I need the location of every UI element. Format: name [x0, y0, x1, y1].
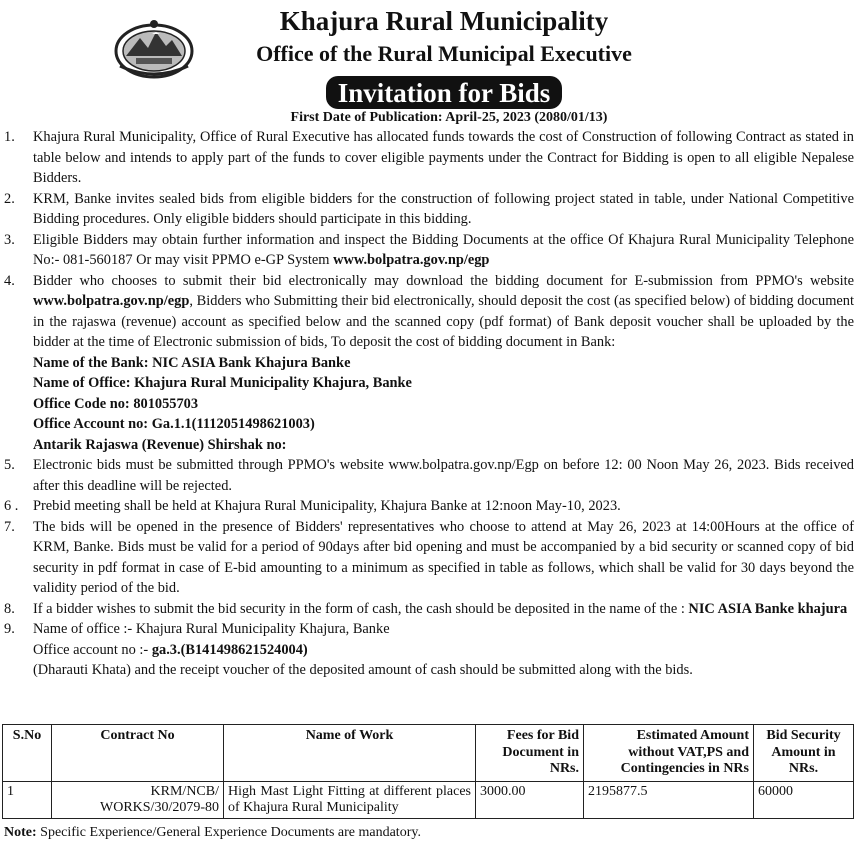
clause-text: , Bidders who Submitting their bid electronically, should deposit the cost (as specified below) of bidding document in the rajaswa (revenue) account as specified below and the scanned copy (pdf format) of Bank deposit voucher shall be uploaded by the bidder at the time of Electronic submission of bids, To deposit the cost of bidding document in Bank:: [33, 293, 854, 350]
clause-text: If a bidder wishes to submit the bid security in the form of cash, the cash should be deposited in the name of the :: [33, 600, 689, 617]
office-name: Name of Office: Khajura Rural Municipality Khajura, Banke: [33, 375, 412, 391]
revenue-heading: Antarik Rajaswa (Revenue) Shirshak no:: [33, 436, 287, 453]
deposit-account-number: ga.3.(B141498621524004): [151, 641, 308, 658]
clause-number: 4.: [4, 272, 15, 289]
col-header-sno: S.No: [3, 725, 52, 782]
clause-1: [4, 127, 854, 189]
clause-5: [4, 455, 854, 496]
clause-number: 9.: [4, 621, 15, 637]
note-text: Specific Experience/General Experience Documents are mandatory.: [36, 825, 421, 840]
egp-link[interactable]: www.bolpatra.gov.np/egp: [33, 293, 190, 309]
clauses-list: [4, 127, 854, 681]
clause-number: 3.: [4, 231, 15, 248]
invitation-banner: Invitation for Bids: [326, 76, 563, 109]
clause-4: [4, 271, 854, 353]
clause-text: Electronic bids must be submitted through PPMO's website www.bolpatra.gov.np/Egp on before 12: 00 Noon May 26, 2023. Bids received after this deadline will be rejected.: [33, 457, 854, 494]
clause-text: The bids will be opened in the presence of Bidders' representatives who choose to attend at May 26, 2023 at 14:00Hours at the office of KRM, Banke. Bids must be valid for a period of 90days after bid opening and must be accompanied by a bid security or scanned copy of bid security in pdf format in case of E-bid amounting to a minimum as specified in table as follows, which shall be valid for 30 days beyond the validity period of the bid.: [33, 518, 854, 596]
clause-3: [4, 230, 854, 271]
cell-sno: 1: [3, 781, 52, 818]
table-row: [3, 781, 854, 818]
clause-text: Name of office :- Khajura Rural Municipality Khajura, Banke: [33, 621, 390, 637]
clause-number: 2.: [4, 190, 15, 207]
clause-6: [4, 496, 854, 517]
col-header-work: Name of Work: [224, 725, 476, 782]
cell-work: High Mast Light Fitting at different places of Khajura Rural Municipality: [224, 781, 476, 818]
footnote: [4, 825, 421, 841]
clause-number: 7.: [4, 518, 15, 535]
clause-number: 5.: [4, 457, 15, 473]
table-header-row: [3, 725, 854, 782]
cell-security: 60000: [754, 781, 854, 818]
page-subtitle: Office of the Rural Municipal Executive: [256, 41, 632, 66]
bank-name: Name of the Bank: NIC ASIA Bank Khajura Banke: [33, 354, 351, 371]
cell-estimate: 2195877.5: [584, 781, 754, 818]
clause-2: [4, 189, 854, 230]
clause-9: [4, 619, 854, 640]
bids-table: [2, 724, 854, 819]
clause-text: Khajura Rural Municipality, Office of Rural Executive has allocated funds towards the cost of Construction of following Contract as stated in table below and intends to apply part of the funds to cover eligible payments under the Contract for Bidding is open to all eligible Nepalese Bidders.: [33, 129, 854, 186]
bank-branch: NIC ASIA Banke khajura: [688, 600, 848, 617]
cell-contract: KRM/NCB/ WORKS/30/2079-80: [52, 781, 224, 818]
deposit-instruction: (Dharauti Khata) and the receipt voucher of the deposited amount of cash should be submitted along with the bids.: [33, 662, 693, 678]
cell-fees: 3000.00: [476, 781, 584, 818]
col-header-estimate: Estimated Amount without VAT,PS and Contingencies in NRs: [584, 725, 754, 782]
page-title: Khajura Rural Municipality: [279, 6, 609, 36]
col-header-contract: Contract No: [52, 725, 224, 782]
deposit-account-label: Office account no :-: [33, 641, 152, 658]
clause-text: KRM, Banke invites sealed bids from eligible bidders for the construction of following project stated in table, under National Competitive Bidding procedures. Only eligible bidders should participate in this bidding.: [33, 190, 854, 227]
deposit-account-line: [4, 640, 854, 661]
clause-number: 8.: [4, 600, 15, 617]
clause-8: [4, 599, 854, 620]
col-header-security: Bid Security Amount in NRs.: [754, 725, 854, 782]
clause-text-wrap: [33, 271, 854, 353]
banner-wrap: [0, 76, 858, 109]
clause-text: Bidder who chooses to submit their bid electronically may download the bidding document for E-submission from PPMO's website: [33, 272, 854, 289]
note-label: Note:: [4, 825, 37, 840]
col-header-fees: Fees for Bid Document in NRs.: [476, 725, 584, 782]
clause-text: Prebid meeting shall be held at Khajura Rural Municipality, Khajura Banke at 12:noon May-10, 2023.: [33, 498, 621, 514]
clause-number: 6 .: [4, 498, 19, 514]
clause-7: [4, 517, 854, 599]
office-code: Office Code no: 801055703: [33, 395, 199, 412]
office-account: Office Account no: Ga.1.1(1112051498621003): [33, 416, 315, 432]
clause-text-wrap: [33, 599, 854, 620]
clause-number: 1.: [4, 129, 15, 145]
egp-link[interactable]: www.bolpatra.gov.np/egp: [333, 252, 490, 268]
publication-date: First Date of Publication: April-25, 2023 (2080/01/13): [290, 110, 608, 125]
clause-text-wrap: [33, 230, 854, 271]
clause-text: Eligible Bidders may obtain further information and inspect the Bidding Documents at the office Of Khajura Rural Municipality Telephone No:- 081-560187 Or may visit PPMO e-GP System: [33, 231, 854, 268]
